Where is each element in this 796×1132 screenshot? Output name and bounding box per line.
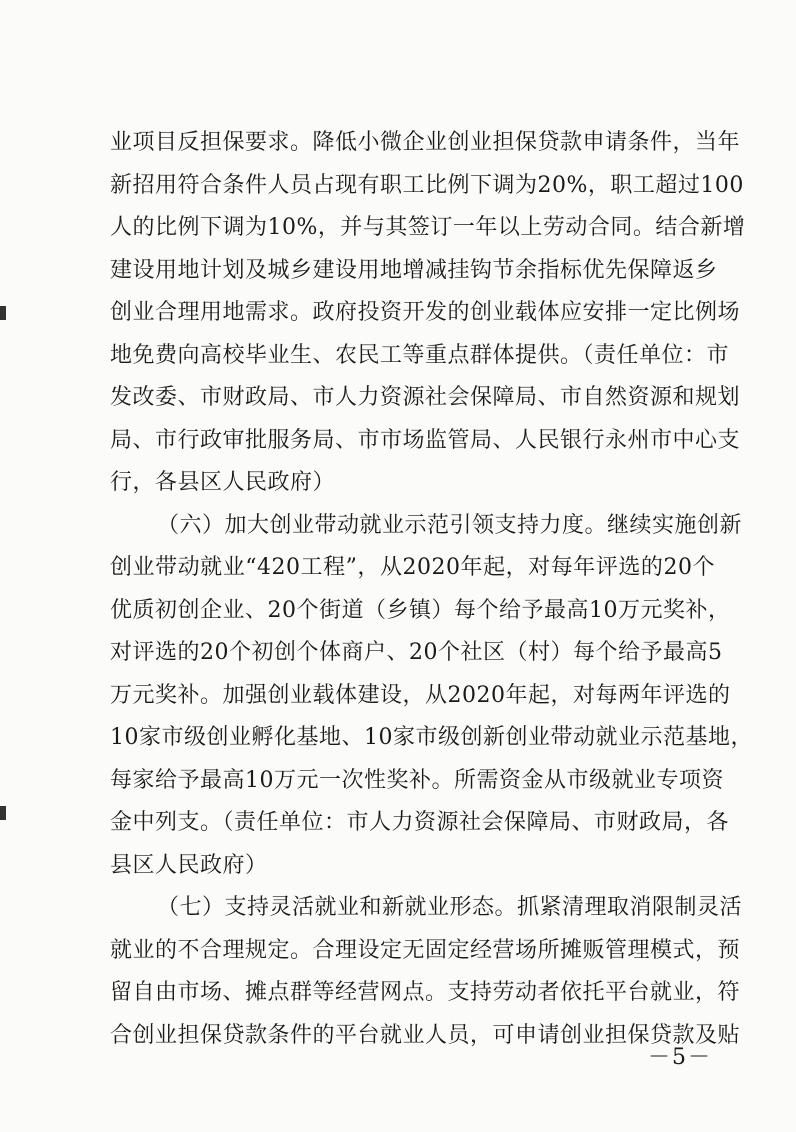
text-line-content: 行，各县区人民政府） (110, 470, 336, 495)
text-line-content: 业项目反担保要求。降低小微企业创业担保贷款申请条件，当年 (110, 130, 741, 155)
text-line (110, 802, 730, 844)
text-line-content: 优质初创企业、20个街道（乡镇）每个给予最高10万元奖补， (110, 597, 731, 623)
text-line-content: 就业的不合理规定。合理设定无固定经营场所摊贩管理模式，预 (110, 937, 741, 963)
text-line (110, 760, 724, 802)
text-line-content: 10家市级创业孵化基地、10家市级创新创业带动就业示范基地， (110, 725, 753, 750)
text-line-content: 创业合理用地需求。政府投资开发的创业载体应安排一定比例场 (110, 300, 741, 325)
text-line (110, 717, 753, 759)
binding-mark (0, 806, 6, 820)
text-line-content: 县区人民政府） (110, 852, 268, 878)
text-line-content: （七）支持灵活就业和新就业形态。抓紧清理取消限制灵活 (157, 895, 743, 920)
text-line (110, 250, 718, 292)
text-line-content: 地免费向高校毕业生、农民工等重点群体提供。（责任单位：市 (110, 342, 730, 368)
text-line-content: （六）加大创业带动就业示范引领支持力度。继续实施创新 (157, 512, 743, 538)
text-line (110, 675, 731, 717)
text-line (110, 1015, 741, 1057)
text-line (110, 165, 744, 207)
text-line-content: 对评选的20个初创个体商户、20个社区（村）每个给予最高5 (110, 640, 723, 665)
text-line-content: 创业带动就业“420工程”，从2020年起，对每年评选的20个 (110, 555, 715, 580)
text-line-content: 每家给予最高10万元一次性奖补。所需资金从市级就业专项资 (110, 767, 724, 793)
text-line-content: 人的比例下调为10%，并与其签订一年以上劳动合同。结合新增 (110, 215, 746, 240)
binding-mark (0, 306, 6, 320)
text-line (110, 335, 730, 377)
text-line-content: 合创业担保贷款条件的平台就业人员，可申请创业担保贷款及贴 (110, 1022, 741, 1048)
text-line (110, 462, 715, 504)
section-heading (157, 505, 743, 547)
text-line (110, 972, 741, 1014)
text-line (110, 930, 741, 972)
text-line-content: 发改委、市财政局、市人力资源社会保障局、市自然资源和规划 (110, 385, 741, 410)
section-heading (157, 887, 743, 929)
text-line (110, 207, 746, 249)
text-line (110, 632, 723, 674)
text-line (110, 420, 741, 462)
page-number: －5－ (648, 1045, 712, 1070)
text-line-content: 万元奖补。加强创业载体建设，从2020年起，对每两年评选的 (110, 682, 731, 708)
text-line-content: 金中列支。（责任单位：市人力资源社会保障局、市财政局，各 (110, 810, 730, 835)
text-line (110, 590, 731, 632)
text-line-content: 局、市行政审批服务局、市市场监管局、人民银行永州市中心支 (110, 427, 741, 453)
text-line-content: 留自由市场、摊点群等经营网点。支持劳动者依托平台就业，符 (110, 980, 741, 1005)
text-line (110, 845, 715, 887)
text-line (110, 292, 741, 334)
text-line (110, 122, 741, 164)
text-line-content: 新招用符合条件人员占现有职工比例下调为20%，职工超过100 (110, 172, 744, 198)
text-line-content: 建设用地计划及城乡建设用地增减挂钩节余指标优先保障返乡 (110, 257, 718, 283)
text-line (110, 547, 715, 589)
text-line (110, 377, 741, 419)
